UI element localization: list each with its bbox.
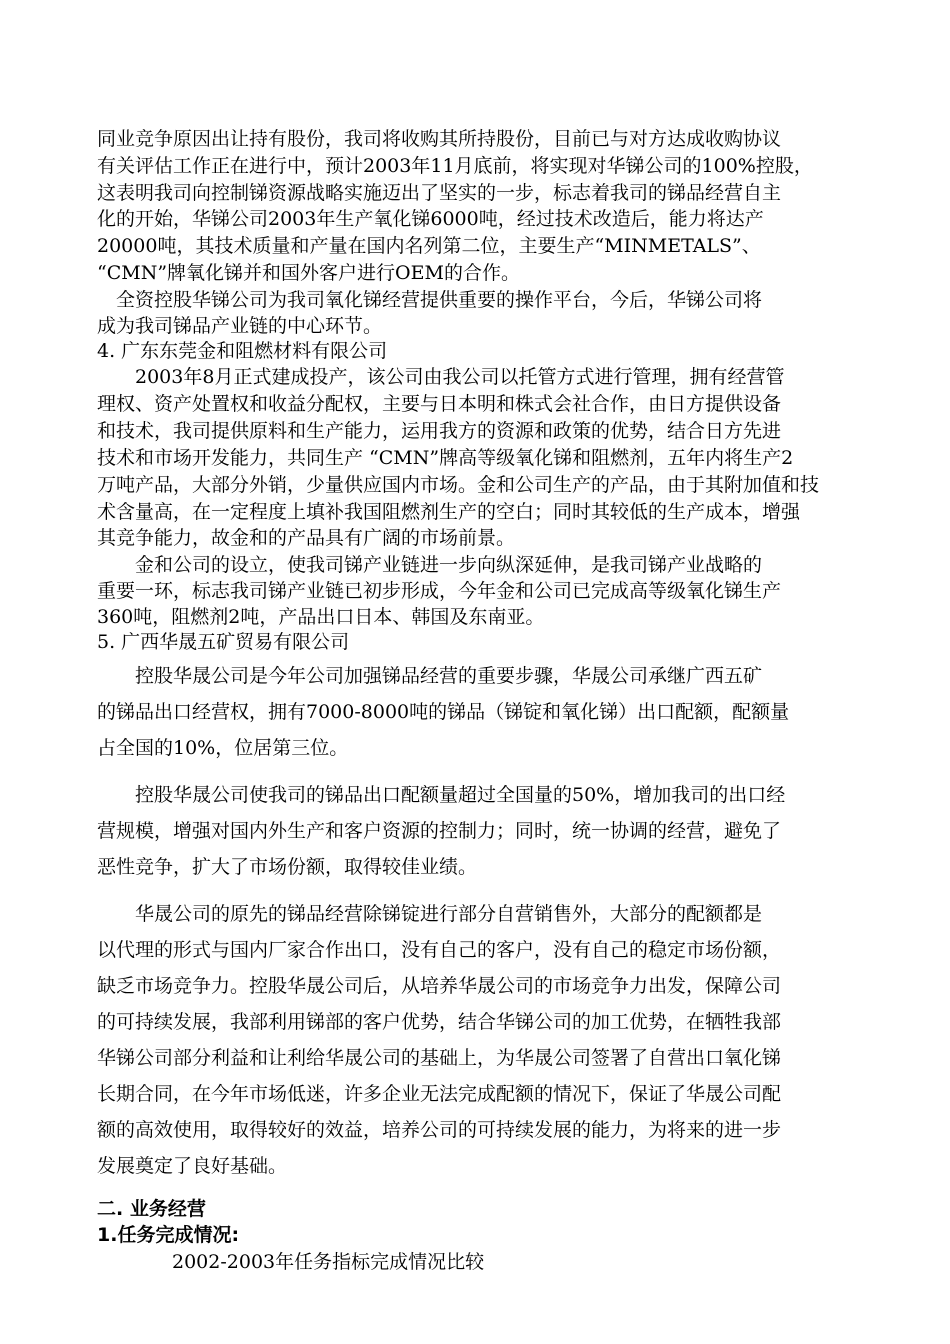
body-line: 控股华晟公司使我司的锑品出口配额量超过全国量的50%，增加我司的出口经 bbox=[97, 784, 786, 806]
section-4-heading: 4. 广东东莞金和阻燃材料有限公司 bbox=[97, 340, 388, 362]
section-5-heading: 5. 广西华晟五矿贸易有限公司 bbox=[97, 631, 350, 653]
subsection-heading: 1.任务完成情况: bbox=[97, 1224, 240, 1246]
body-line: 占全国的10%，位居第三位。 bbox=[97, 737, 349, 759]
body-line: 长期合同，在今年市场低迷，许多企业无法完成配额的情况下，保证了华晟公司配 bbox=[97, 1083, 782, 1105]
body-line: 的可持续发展，我部利用锑部的客户优势，结合华锑公司的加工优势，在牺牲我部 bbox=[97, 1011, 782, 1033]
body-line: 同业竞争原因出让持有股份，我司将收购其所持股份，目前已与对方达成收购协议 bbox=[97, 128, 782, 150]
body-line: 360吨，阻燃剂2吨，产品出口日本、韩国及东南亚。 bbox=[97, 606, 545, 628]
body-line: 万吨产品，大部分外销，少量供应国内市场。金和公司生产的产品，由于其附加值和技 bbox=[97, 474, 820, 496]
body-line: 以代理的形式与国内厂家合作出口，没有自己的客户，没有自己的稳定市场份额， bbox=[97, 939, 782, 961]
body-line: 华锑公司部分利益和让利给华晟公司的基础上，为华晟公司签署了自营出口氧化锑 bbox=[97, 1047, 782, 1069]
body-line: 成为我司锑品产业链的中心环节。 bbox=[97, 315, 383, 337]
table-caption: 2002-2003年任务指标完成情况比较 bbox=[172, 1251, 485, 1273]
body-line: 这表明我司向控制锑资源战略实施迈出了坚实的一步，标志着我司的锑品经营自主 bbox=[97, 182, 782, 204]
body-line: 额的高效使用，取得较好的效益，培养公司的可持续发展的能力，为将来的进一步 bbox=[97, 1119, 782, 1141]
section-two-heading: 二. 业务经营 bbox=[97, 1198, 206, 1220]
body-line: 技术和市场开发能力，共同生产 “CMN”牌高等级氧化锑和阻燃剂，五年内将生产2 bbox=[97, 447, 794, 469]
body-line: 理权、资产处置权和收益分配权，主要与日本明和株式会社合作，由日方提供设备 bbox=[97, 393, 782, 415]
body-line: 金和公司的设立，使我司锑产业链进一步向纵深延伸，是我司锑产业战略的 bbox=[97, 554, 763, 576]
body-line: 全资控股华锑公司为我司氧化锑经营提供重要的操作平台，今后，华锑公司将 bbox=[97, 289, 763, 311]
body-line: 的锑品出口经营权，拥有7000-8000吨的锑品（锑锭和氧化锑）出口配额，配额量 bbox=[97, 701, 790, 723]
body-line: 化的开始，华锑公司2003年生产氧化锑6000吨，经过技术改造后，能力将达产 bbox=[97, 208, 764, 230]
body-line: “CMN”牌氧化锑并和国外客户进行OEM的合作。 bbox=[97, 262, 520, 284]
body-line: 发展奠定了良好基础。 bbox=[97, 1155, 288, 1177]
body-line: 和技术，我司提供原料和生产能力，运用我方的资源和政策的优势，结合日方先进 bbox=[97, 420, 782, 442]
body-line: 华晟公司的原先的锑品经营除锑锭进行部分自营销售外，大部分的配额都是 bbox=[97, 903, 763, 925]
body-line: 控股华晟公司是今年公司加强锑品经营的重要步骤，华晟公司承继广西五矿 bbox=[97, 665, 763, 687]
body-line: 缺乏市场竞争力。控股华晟公司后，从培养华晟公司的市场竞争力出发，保障公司 bbox=[97, 975, 782, 997]
body-line: 重要一环，标志我司锑产业链已初步形成，今年金和公司已完成高等级氧化锑生产 bbox=[97, 580, 782, 602]
body-line: 其竞争能力，故金和的产品具有广阔的市场前景。 bbox=[97, 527, 516, 549]
body-line: 恶性竞争，扩大了市场份额，取得较佳业绩。 bbox=[97, 856, 478, 878]
body-line: 有关评估工作正在进行中，预计2003年11月底前，将实现对华锑公司的100%控股， bbox=[97, 155, 813, 177]
body-line: 营规模，增强对国内外生产和客户资源的控制力；同时，统一协调的经营，避免了 bbox=[97, 820, 782, 842]
body-line: 20000吨，其技术质量和产量在国内名列第二位，主要生产“MINMETALS”、 bbox=[97, 235, 761, 257]
body-line: 术含量高，在一定程度上填补我国阻燃剂生产的空白；同时其较低的生产成本，增强 bbox=[97, 501, 801, 523]
body-line: 2003年8月正式建成投产，该公司由我公司以托管方式进行管理，拥有经营管 bbox=[97, 366, 785, 388]
